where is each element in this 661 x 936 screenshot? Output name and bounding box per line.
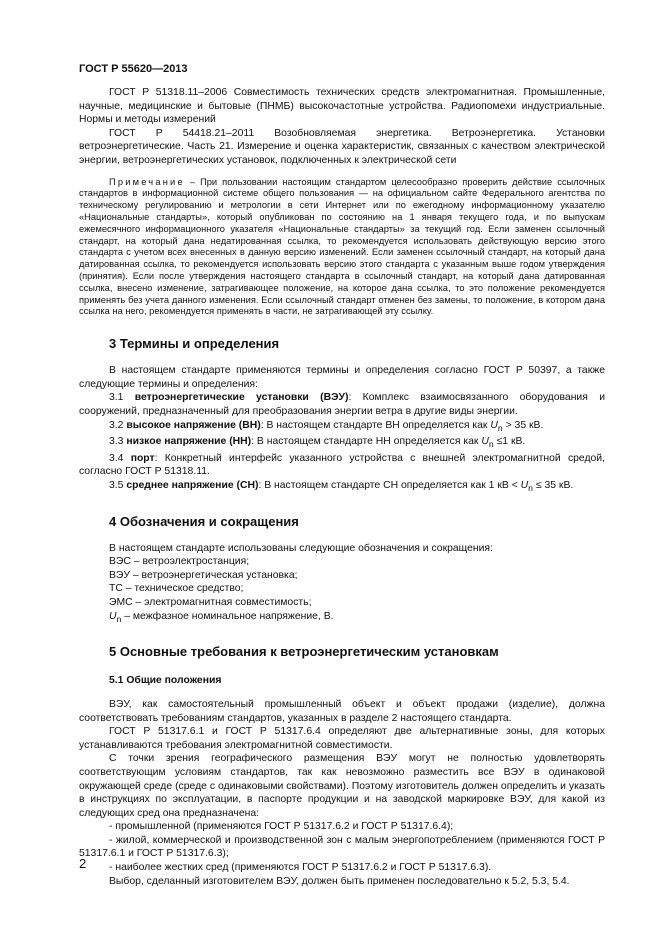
term-definition: : В настоящем стандарте СН определяется как 1 кВ < (258, 480, 521, 492)
voltage-subscript: n (116, 613, 122, 624)
term-number: 3.2 (109, 419, 127, 431)
term-number: 3.5 (109, 480, 127, 492)
section-5-paragraph: С точки зрения географического размещения ВЭУ могут не полностью удовлетворять соответствующим условиям стандартов, так как невозможно разместить все ВЭУ в одинаковой окружающей среде (среде с одинаковыми свойствами). Поэтому изготовитель должен определить и указать в инструкциях по эксплуатации, в паспорте продукции и на заводской маркировке ВЭУ, для какой из следующих сред она предназначена: (79, 753, 605, 819)
term-3-3 (79, 435, 605, 452)
term-number: 3.3 (109, 436, 127, 448)
voltage-subscript: n (488, 439, 494, 450)
term-definition-tail: ≤1 кВ. (493, 436, 526, 448)
term-definition-tail: > 35 кВ. (502, 419, 544, 431)
term-number: 3.1 (109, 392, 135, 404)
abbreviation-item (79, 610, 605, 627)
term-3-4 (79, 452, 605, 479)
voltage-symbol: U (490, 419, 498, 431)
voltage-symbol: U (520, 480, 529, 492)
term-name: высокое напряжение (ВН) (126, 419, 261, 431)
abbreviation-text: – межфазное номинальное напряжение, В. (121, 610, 334, 622)
environment-list-item: - жилой, коммерческой и производственной зон с малым энергопотреблением (применяются ГОСТ Р 51317.6.1 и ГОСТ Р 51317.6.3); (79, 834, 605, 860)
abbreviation-item: ВЭУ – ветроэнергетическая установка; (109, 569, 298, 581)
section-5-paragraph: ГОСТ Р 51317.6.1 и ГОСТ Р 51317.6.4 определяют две альтернативные зоны, для которых устанавливаются требования электромагнитной совместимости. (79, 726, 605, 751)
term-name: порт (130, 452, 155, 464)
abbreviation-item: ТС – техническое средство; (109, 583, 244, 595)
subsection-5-1-title: 5.1 Общие положения (109, 675, 222, 687)
environment-list-item: - наиболее жестких сред (применяются ГОСТ Р 51317.6.2 и ГОСТ Р 51317.6.3). (109, 862, 492, 874)
reference-entry: ГОСТ Р 51318.11–2006 Совместимость технических средств электромагнитная. Промышленные, научные, медицинские и бытовые (ПНМБ) высокочастотные устройства. Радиопомехи индустриальные. Нормы и методы измерений (79, 87, 605, 126)
section-5-paragraph: ВЭУ, как самостоятельный промышленный объект и объект продажи (изделие), должна соответствовать требованиям стандартов, указанных в разделе 2 настоящего стандарта. (79, 698, 605, 724)
section-3-title: 3 Термины и определения (109, 336, 280, 352)
term-3-1 (79, 391, 605, 418)
section-5-paragraph: Выбор, сделанный изготовителем ВЭУ, должен быть применен последовательно к 5.2, 5.3, 5.4. (109, 875, 570, 887)
voltage-symbol: U (109, 610, 117, 622)
environment-list-item: - промышленной (применяются ГОСТ Р 51317.6.2 и ГОСТ Р 51317.6.4); (109, 821, 454, 833)
term-name: ветроэнергетические установки (ВЭУ) (134, 392, 349, 404)
section-4-intro: В настоящем стандарте использованы следующие обозначения и сокращения: (109, 542, 493, 554)
note-label: Примечание (109, 176, 185, 187)
term-definition-tail: ≤ 35 кВ. (533, 480, 574, 492)
note-text: – При пользовании настоящим стандартом целесообразно проверить действие ссылочных стандартов в информационной системе общего пользования — на официальном сайте Федерального агентства по техническому регулированию и метрологии в сети Интернет или по ежегодному информационному указателю «Национальные стандарты», который опубликован по состоянию на 1 января текущего года, и по выпускам ежемесячного информационного указателя «Национальные стандарты» за текущий год. Если заменен ссылочный стандарт, на который дана недатированная ссылка, то рекомендуется использовать действующую версию этого стандарта с учетом всех внесенных в данную версию изменений. Если заменен ссылочный стандарт, на который дана датированная ссылка, то рекомендуется использовать версию этого стандарта с указанным выше годом утверждения (принятия). Если после утверждения настоящего стандарта в ссылочный стандарт, на который дана датированная ссылка, внесено изменение, затрагивающее положение, на которое дана ссылка, то это положение рекомендуется применять без учета данного изменения. Если ссылочный стандарт отменен без замены, то положение, в котором дана ссылка на него, рекомендуется применять в части, не затрагивающей эту ссылку. (79, 176, 605, 317)
document-header: ГОСТ Р 55620—2013 (79, 63, 188, 75)
term-number: 3.4 (109, 452, 131, 464)
page-number: 2 (79, 856, 87, 871)
section-5-title: 5 Основные требования к ветроэнергетическим установкам (109, 644, 499, 660)
voltage-symbol: U (481, 436, 489, 448)
term-3-2 (79, 419, 605, 436)
term-name: низкое напряжение (НН) (126, 436, 252, 448)
abbreviation-item: ЭМС – электромагнитная совместимость; (109, 597, 312, 609)
voltage-subscript: n (497, 422, 503, 433)
note-paragraph (79, 177, 605, 319)
term-name: среднее напряжение (СН) (126, 480, 259, 492)
section-3-intro: В настоящем стандарте применяются термины и определения согласно ГОСТ Р 50397, а также следующие термины и определения: (79, 365, 605, 390)
reference-entry: ГОСТ Р 54418.21–2011 Возобновляемая энергетика. Ветроэнергетика. Установки ветроэнергетические. Часть 21. Измерение и оценка характеристик, связанных с качеством электрической энергии, ветроэнергетических установок, подключенных к электрической сети (79, 127, 605, 166)
section-4-title: 4 Обозначения и сокращения (109, 513, 299, 529)
document-body (79, 86, 605, 888)
term-definition: : Конкретный интерфейс указанного устройства с внешней электромагнитной средой, согласно ГОСТ Р 51318.11. (79, 452, 605, 478)
term-definition: : Комплекс взаимосвязанного оборудования и сооружений, предназначенный для преобразования энергии ветра в другие виды энергии. (79, 392, 605, 417)
term-3-5 (79, 479, 605, 496)
abbreviation-item: ВЭС – ветроэлектростанция; (109, 556, 250, 568)
term-definition: : В настоящем стандарте НН определяется как (251, 436, 482, 448)
term-definition: : В настоящем стандарте ВН определяется как (260, 419, 491, 431)
voltage-subscript: n (528, 483, 533, 494)
